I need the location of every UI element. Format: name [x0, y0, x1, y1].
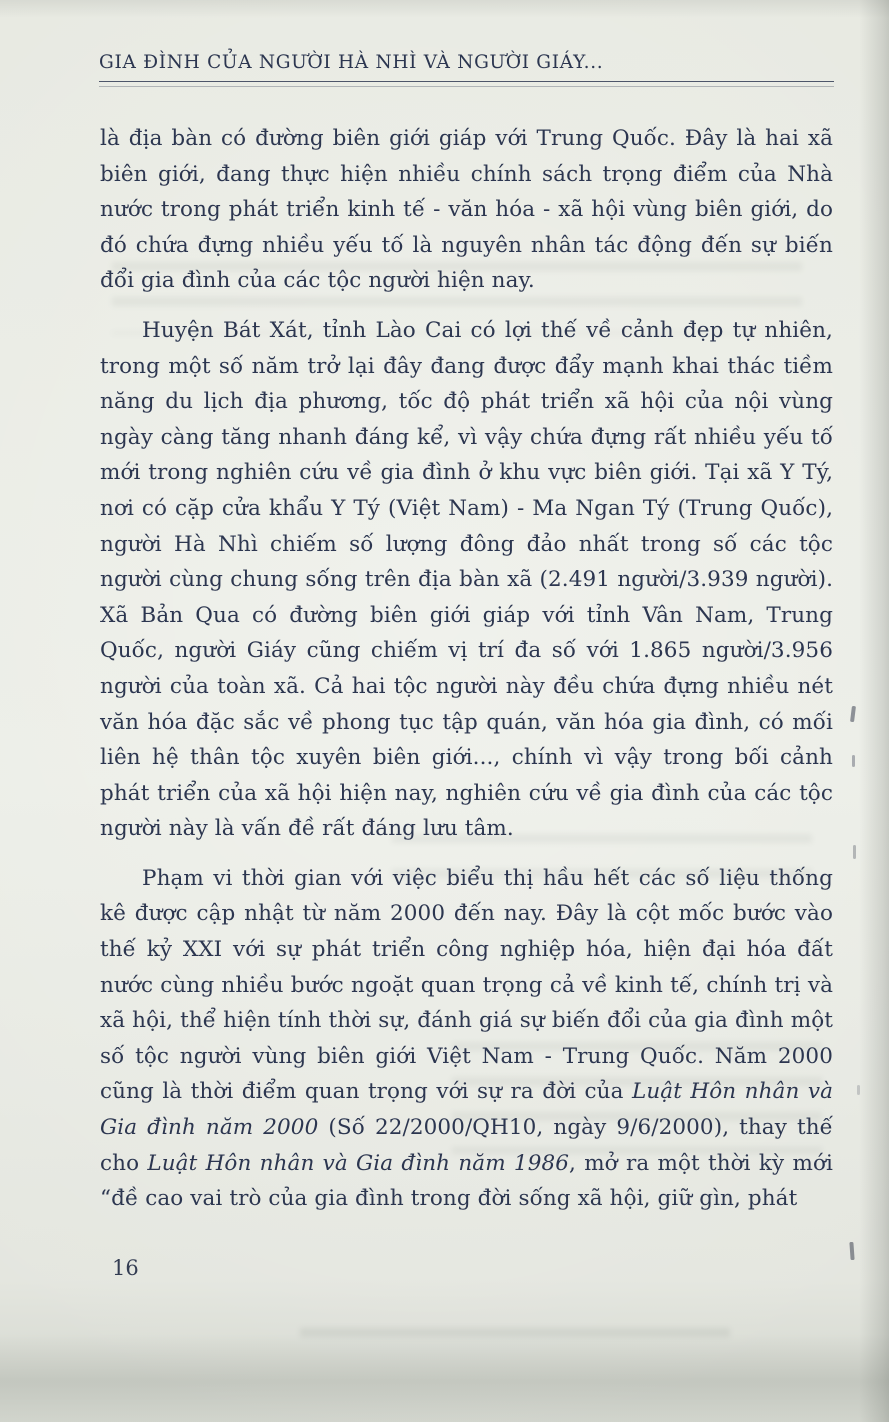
running-header-title: GIA ĐÌNH CỦA NGƯỜI HÀ NHÌ VÀ NGƯỜI GIÁY...: [99, 52, 604, 73]
text-run: Huyện Bát Xát, tỉnh Lào Cai có lợi thế về cảnh đẹp tự nhiên, trong một số năm trở lại đây đang được đẩy mạnh khai thác tiềm năng du lịch địa phương, tốc độ phát triển xã hội của nội vùng ngày càng tăng nhanh đáng kể, vì vậy chứa đựng rất nhiều yếu tố mới trong nghiên cứu về gia đình ở khu vực biên giới. Tại xã Y Tý, nơi có cặp cửa khẩu Y Tý (Việt Nam) - Ma Ngan Tý (Trung Quốc), người Hà Nhì chiếm số lượng đông đảo nhất trong số các tộc người cùng chung sống trên địa bàn xã (2.491 người/3.939 người). Xã Bản Qua có đường biên giới giáp với tỉnh Vân Nam, Trung Quốc, người Giáy cũng chiếm vị trí đa số với 1.865 người/3.956 người của toàn xã. Cả hai tộc người này đều chứa đựng nhiều nét văn hóa đặc sắc về phong tục tập quán, văn hóa gia đình, có mối liên hệ thân tộc xuyên biên giới..., chính vì vậy trong bối cảnh phát triển của xã hội hiện nay, nghiên cứu về gia đình của các tộc người này là vấn đề rất đáng lưu tâm.: [100, 317, 833, 842]
text-run: (Số 22/2000/QH10, ngày 9/6/2000), thay thế cho: [100, 1115, 833, 1176]
paragraph-3: [100, 861, 833, 1217]
header-rule: [99, 81, 834, 87]
italic-law-title: Luật Hôn nhân và Gia đình năm 1986: [147, 1150, 570, 1176]
scan-right-edge-shadow: [859, 0, 889, 1422]
page-number: 16: [112, 1256, 139, 1280]
text-run: , mở ra một thời kỳ mới “đề cao vai trò của gia đình trong đời sống xã hội, giữ gìn, phát: [100, 1150, 833, 1212]
body-text-block: [100, 121, 833, 1231]
paragraph-2: [100, 313, 833, 847]
scan-speck: [857, 1085, 860, 1095]
scan-top-shadow: [0, 0, 889, 18]
scan-speck: [853, 845, 856, 859]
scan-bottom-band: [0, 1334, 889, 1422]
text-run: Phạm vi thời gian với việc biểu thị hầu hết các số liệu thống kê được cập nhật từ năm 2000 đến nay. Đây là cột mốc bước vào thế kỷ XXI với sự phát triển công nghiệp hóa, hiện đại hóa đất nước cùng nhiều bước ngoặt quan trọng cả về kinh tế, chính trị và xã hội, thể hiện tính thời sự, đánh giá sự biến đổi của gia đình một số tộc người vùng biên giới Việt Nam - Trung Quốc. Năm 2000 cũng là thời điểm quan trọng với sự ra đời của: [100, 865, 833, 1105]
scan-speck: [850, 706, 856, 722]
running-header: [99, 52, 834, 87]
scan-speck: [849, 1242, 854, 1260]
paragraph-1: [100, 121, 833, 299]
text-run: là địa bàn có đường biên giới giáp với Trung Quốc. Đây là hai xã biên giới, đang thực hiện nhiều chính sách trọng điểm của Nhà nước trong phát triển kinh tế - văn hóa - xã hội vùng biên giới, do đó chứa đựng nhiều yếu tố là nguyên nhân tác động đến sự biến đổi gia đình của các tộc người hiện nay.: [100, 126, 833, 294]
italic-law-title: Luật Hôn nhân và Gia đình năm 2000: [100, 1079, 833, 1141]
scan-speck: [852, 755, 855, 767]
